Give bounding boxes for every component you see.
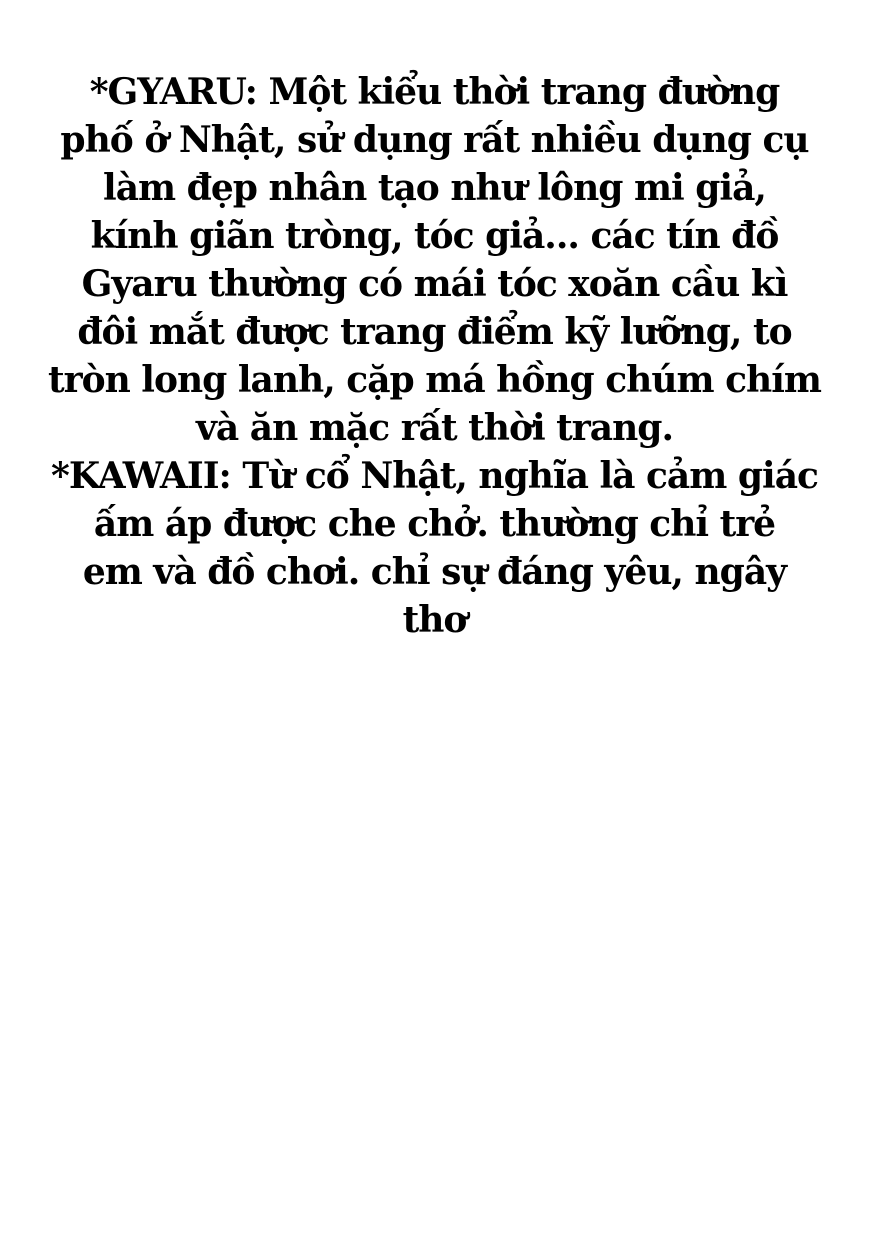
note-line: đôi mắt được trang điểm kỹ lưỡng, to xyxy=(77,311,792,353)
note-line: ấm áp được che chở. thường chỉ trẻ xyxy=(93,503,776,545)
note-line: Gyaru thường có mái tóc xoăn cầu kì xyxy=(81,263,788,305)
note-line: kính giãn tròng, tóc giả... các tín đồ xyxy=(90,215,779,257)
note-line: và ăn mặc rất thời trang. xyxy=(196,407,673,449)
note-line: phố ở Nhật, sử dụng rất nhiều dụng cụ xyxy=(60,119,809,161)
note-line: thơ xyxy=(402,599,467,641)
note-line: *GYARU: Một kiểu thời trang đường xyxy=(89,71,780,113)
translator-note-text xyxy=(0,68,869,644)
note-line: tròn long lanh, cặp má hồng chúm chím xyxy=(47,359,822,401)
note-line: làm đẹp nhân tạo như lông mi giả, xyxy=(103,167,766,209)
note-line: em và đồ chơi. chỉ sự đáng yêu, ngây xyxy=(82,551,787,593)
note-line: *KAWAII: Từ cổ Nhật, nghĩa là cảm giác xyxy=(51,455,818,497)
